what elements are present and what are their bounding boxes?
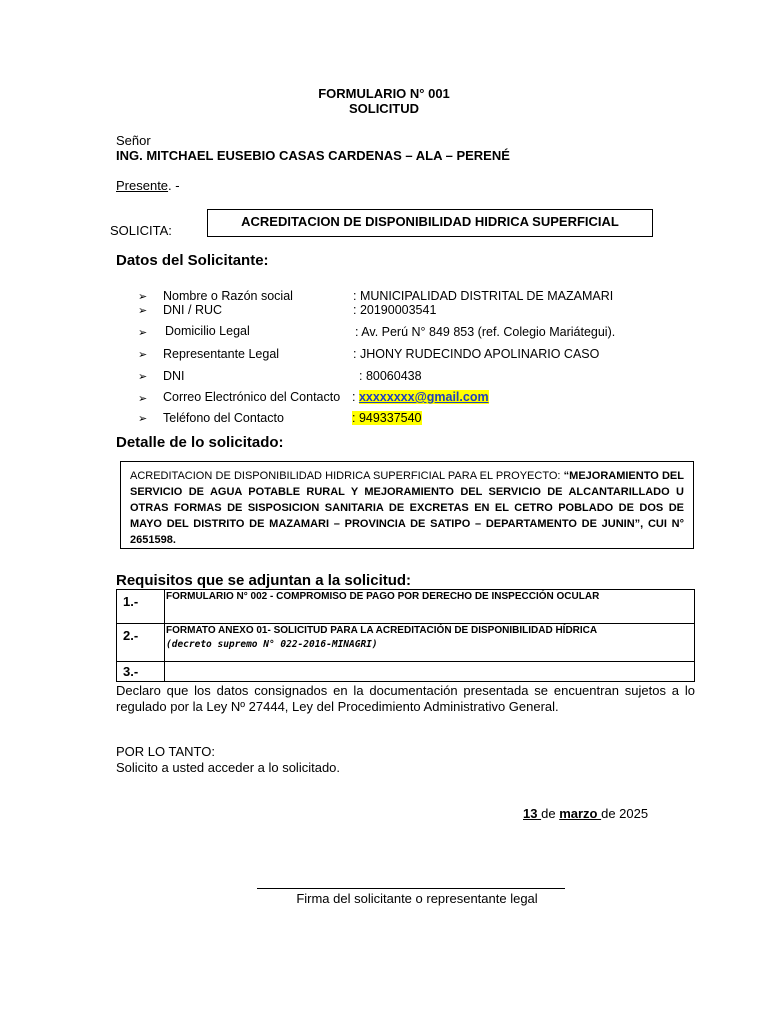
applicant-value-name: : MUNICIPALIDAD DISTRITAL DE MAZAMARI (353, 289, 614, 303)
req-num: 3.- (117, 662, 165, 682)
detail-heading: Detalle de lo solicitado: (116, 434, 284, 451)
addressee-name: ING. MITCHAEL EUSEBIO CASAS CARDENAS – ALA – PERENÉ (116, 148, 510, 163)
req-text: FORMULARIO N° 002 - COMPROMISO DE PAGO POR DERECHO DE INSPECCIÓN OCULAR (165, 590, 695, 624)
bullet-icon: ➢ (138, 413, 148, 425)
signature-line (257, 888, 565, 889)
form-subtitle: SOLICITUD (348, 101, 420, 116)
presente-line (116, 178, 180, 193)
applicant-label-dni: DNI (163, 369, 185, 383)
date-month: marzo (559, 806, 598, 821)
requirements-heading: Requisitos que se adjuntan a la solicitud: (116, 572, 412, 589)
bullet-icon: ➢ (138, 349, 148, 361)
applicant-value-ruc: : 20190003541 (353, 303, 437, 317)
req-text: FORMATO ANEXO 01- SOLICITUD PARA LA ACREDITACIÓN DE DISPONIBILIDAD HÍDRICA (166, 625, 598, 636)
applicant-label-representante: Representante Legal (163, 347, 280, 361)
applicant-label-ruc: DNI / RUC (163, 303, 223, 317)
applicant-label-domicilio: Domicilio Legal (165, 324, 250, 338)
req-num: 1.- (117, 590, 165, 624)
applicant-value-representante: : JHONY RUDECINDO APOLINARIO CASO (353, 347, 600, 361)
date-day: 13 (523, 806, 538, 821)
bullet-icon: ➢ (138, 393, 148, 405)
applicant-value-dni: : 80060438 (359, 369, 422, 383)
applicant-value-domicilio: : Av. Perú N° 849 853 (ref. Colegio Mariátegui). (355, 325, 616, 339)
requirements-table (116, 589, 695, 682)
req-cell (165, 624, 695, 662)
form-title: FORMULARIO N° 001 (318, 86, 450, 101)
bullet-icon: ➢ (138, 371, 148, 383)
date-de: de (541, 806, 556, 821)
presente-word: Presente (116, 178, 169, 193)
email-prefix: : (352, 390, 359, 404)
declaration-text: Declaro que los datos consignados en la documentación presentada se encuentran sujetos a lo regulado por la Ley Nº 27444, Ley del Procedimiento Administrativo General. (116, 683, 695, 714)
date-line (523, 806, 648, 821)
applicant-heading: Datos del Solicitante: (116, 252, 269, 269)
req-note: (decreto supremo N° 022-2016-MINAGRI) (166, 639, 378, 650)
presente-suffix: . - (168, 178, 180, 193)
por-lo-tanto: POR LO TANTO: (116, 744, 215, 759)
detail-box (120, 461, 694, 549)
applicant-value-telefono: : 949337540 (352, 411, 422, 425)
salutation: Señor (116, 133, 151, 148)
bullet-icon: ➢ (138, 327, 148, 339)
bullet-icon: ➢ (138, 291, 148, 303)
solicita-value: ACREDITACION DE DISPONIBILIDAD HIDRICA SUPERFICIAL (241, 214, 619, 229)
email-link[interactable]: xxxxxxxx@gmail.com (358, 390, 489, 404)
table-row (117, 624, 695, 662)
req-text (165, 662, 695, 682)
applicant-value-email-line (352, 390, 489, 404)
solicita-box (207, 209, 653, 237)
table-row (117, 590, 695, 624)
date-year: de 2025 (601, 806, 649, 821)
detail-text-bold: “MEJORAMIENTO DEL SERVICIO DE AGUA POTABLE RURAL Y MEJORAMIENTO DEL SERVICIO DE ALCANTARILLADO U OTRAS FORMAS DE SISPOSICION SANITARIA DE EXCRETAS EN EL CETRO POBLADO DE DOS DE MAYO DEL DISTRITO DE MAZAMARI – PROVINCIA DE SATIPO – DEPARTAMENTO DE JUNIN”, CUI N° 2651598. (130, 470, 684, 546)
applicant-label-telefono: Teléfono del Contacto (163, 411, 284, 425)
applicant-label-email: Correo Electrónico del Contacto (163, 390, 341, 404)
table-row (117, 662, 695, 682)
req-num: 2.- (117, 624, 165, 662)
signature-label: Firma del solicitante o representante legal (296, 891, 538, 906)
closing-request: Solicito a usted acceder a lo solicitado. (116, 760, 341, 775)
applicant-label-name: Nombre o Razón social (163, 289, 293, 303)
solicita-label: SOLICITA: (110, 223, 172, 238)
bullet-icon: ➢ (138, 305, 148, 317)
detail-text-normal: ACREDITACION DE DISPONIBILIDAD HIDRICA SUPERFICIAL PARA EL PROYECTO: (130, 470, 564, 482)
